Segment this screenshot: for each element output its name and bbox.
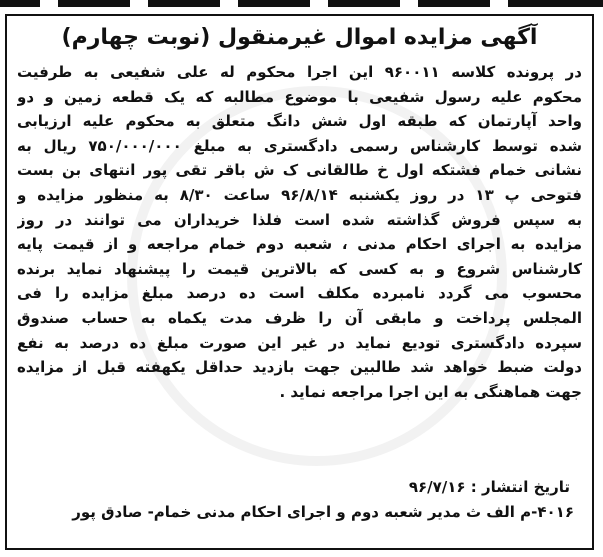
body-line: سپرده دادگستری تودیع نماید در غیر این صورت مبلغ ده درصد به نفع <box>17 333 582 352</box>
body-line: دولت ضبط خواهد شد طالبین جهت بازدید حداقل یکهفته قبل از مزایده <box>17 358 582 377</box>
dash-segment <box>148 0 220 7</box>
body-line: واحد آپارتمان که طبقه اول شش دانگ متعلق به محکوم علیه ارزیابی <box>17 112 582 131</box>
dash-segment <box>418 0 490 7</box>
body-line: محکوم علیه رسول شفیعی با موضوع مطالبه که یک قطعه زمین و دو <box>17 87 582 106</box>
dash-segment <box>58 0 130 7</box>
notice-frame <box>5 14 594 550</box>
notice-title: آگهی مزایده اموال غیرمنقول (نوبت چهارم) <box>61 25 538 50</box>
body-line: محسوب می گردد نامبرده مکلف است ده درصد مبلغ مزایده را فی <box>17 284 582 303</box>
dash-segment <box>328 0 400 7</box>
body-line: المجلس پرداخت و مابقی آن را ظرف مدت یکماه به حساب صندوق <box>17 308 582 327</box>
dash-segment <box>238 0 310 7</box>
body-line: مزایده به اجرای احکام مدنی ، شعبه دوم خمام مراجعه و از قیمت پایه <box>17 235 582 254</box>
body-line: جهت هماهنگی به این اجرا مراجعه نماید . <box>279 382 582 401</box>
notice-body <box>17 60 582 404</box>
body-line: نشانی خمام فشتکه اول خ طالقانی ک ش باقر تقی پور انتهای بن بست <box>17 161 582 180</box>
publish-date: تاریخ انتشار : ۹۶/۷/۱۶ <box>408 478 570 496</box>
body-line: کارشناس شروع و به کسی که بالاترین قیمت را پیشنهاد نماید برنده <box>17 259 582 278</box>
body-line: به سپس فروش گذاشته شده است فلذا خریداران می توانند در روز <box>17 210 582 229</box>
body-line: فتوحی پ ۱۳ در روز یکشنبه ۹۶/۸/۱۴ ساعت ۸/۳۰ به منظور مزایده و <box>17 185 582 204</box>
body-line: در پرونده کلاسه ۹۶۰۰۱۱ این اجرا محکوم له علی شفیعی به طرفیت <box>17 63 582 81</box>
dash-segment <box>508 0 603 7</box>
top-dash-rule <box>0 0 603 10</box>
signature-line: ۴۰۱۶-م الف ث مدیر شعبه دوم و اجرای احکام مدنی خمام- صادق پور <box>72 503 574 521</box>
dash-segment <box>0 0 40 7</box>
body-line: شده توسط کارشناس رسمی دادگستری به مبلغ ۷۵۰/۰۰۰/۰۰۰ ریال به <box>17 136 582 155</box>
